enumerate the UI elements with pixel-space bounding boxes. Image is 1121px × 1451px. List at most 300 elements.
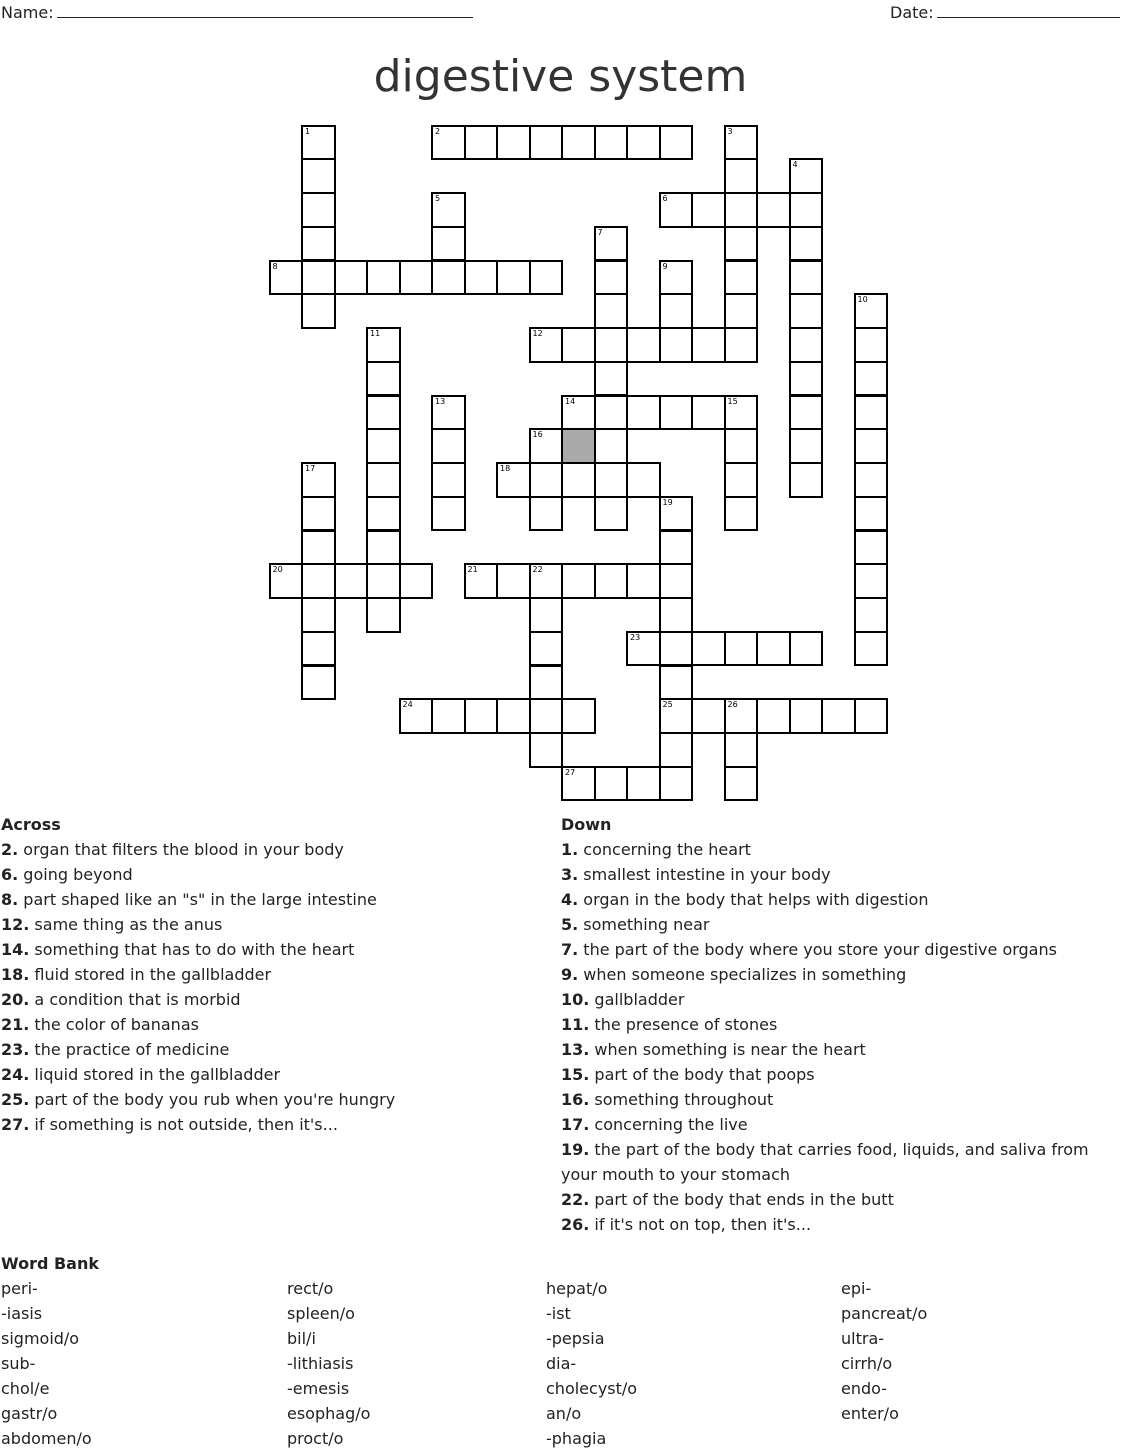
grid-cell[interactable] xyxy=(529,698,564,734)
clue-number: 16 xyxy=(532,430,543,440)
clue-item xyxy=(1,1087,541,1112)
grid-cell[interactable] xyxy=(301,158,336,194)
clue-item xyxy=(1,862,541,887)
word-bank-item: cirrh/o xyxy=(841,1354,893,1373)
grid-cell[interactable] xyxy=(431,226,466,262)
grid-cell[interactable] xyxy=(789,631,824,667)
grid-cell[interactable] xyxy=(659,766,694,802)
grid-cell[interactable] xyxy=(659,563,694,599)
clue-number: 11. xyxy=(561,1015,590,1034)
word-bank-item: endo- xyxy=(841,1379,887,1398)
grid-cell[interactable] xyxy=(691,631,726,667)
grid-cell[interactable] xyxy=(854,563,889,599)
clue-item xyxy=(561,912,1101,937)
word-bank-item: ultra- xyxy=(841,1329,885,1348)
grid-cell[interactable] xyxy=(594,496,629,532)
clue-item xyxy=(561,837,1101,862)
grid-cell[interactable] xyxy=(626,563,661,599)
clue-number: 22. xyxy=(561,1190,590,1209)
clue-item xyxy=(1,837,541,862)
grid-cell[interactable] xyxy=(529,597,564,633)
clue-item xyxy=(561,1112,1101,1137)
clue-item xyxy=(1,1062,541,1087)
grid-cell[interactable] xyxy=(659,125,694,161)
grid-cell[interactable] xyxy=(724,395,759,431)
grid-cell[interactable] xyxy=(789,226,824,262)
grid-cell[interactable] xyxy=(269,563,304,599)
clue-number: 26 xyxy=(727,700,738,710)
word-bank-item: rect/o xyxy=(287,1279,334,1298)
clue-item xyxy=(561,962,1101,987)
grid-cell[interactable] xyxy=(659,631,694,667)
down-clues xyxy=(561,812,1101,1237)
word-bank-item: cholecyst/o xyxy=(546,1379,638,1398)
grid-cell[interactable] xyxy=(659,597,694,633)
word-bank-item: esophag/o xyxy=(287,1404,371,1423)
grid-cell[interactable] xyxy=(724,732,759,768)
grid-cell[interactable] xyxy=(626,125,661,161)
grid-cell[interactable] xyxy=(301,665,336,701)
clue-text: the part of the body that carries food, liquids, and saliva from your mouth to your stomach xyxy=(561,1140,1089,1184)
clue-number: 8. xyxy=(1,890,19,909)
grid-cell[interactable] xyxy=(756,631,791,667)
clue-item xyxy=(1,887,541,912)
clue-number: 20 xyxy=(272,565,283,575)
grid-cell[interactable] xyxy=(366,563,401,599)
grid-cell[interactable] xyxy=(854,327,889,363)
clue-number: 23 xyxy=(630,632,641,642)
grid-cell[interactable] xyxy=(529,428,564,464)
word-bank-item: chol/e xyxy=(1,1379,50,1398)
grid-cell[interactable] xyxy=(301,226,336,262)
clue-number: 11 xyxy=(370,329,381,338)
clue-text: concerning the heart xyxy=(578,840,751,859)
grid-cell[interactable] xyxy=(724,293,759,329)
grid-cell[interactable] xyxy=(561,698,596,734)
grid-cell[interactable] xyxy=(366,327,401,363)
grid-cell[interactable] xyxy=(724,226,759,262)
grid-cell[interactable] xyxy=(529,631,564,667)
grid-cell[interactable] xyxy=(691,192,726,228)
grid-cell[interactable] xyxy=(594,428,629,464)
grid-cell[interactable] xyxy=(464,698,499,734)
grid-cell[interactable] xyxy=(594,766,629,802)
clue-item xyxy=(1,1037,541,1062)
word-bank-item: sigmoid/o xyxy=(1,1329,80,1348)
clue-number: 24 xyxy=(402,700,413,710)
clue-item xyxy=(561,1137,1101,1187)
clue-text: liquid stored in the gallbladder xyxy=(29,1065,281,1084)
grid-cell[interactable] xyxy=(399,563,434,599)
grid-cell[interactable] xyxy=(789,260,824,296)
clue-number: 25 xyxy=(662,700,673,710)
grid-cell[interactable] xyxy=(301,563,336,599)
clue-number: 2 xyxy=(435,126,441,136)
grid-cell[interactable] xyxy=(529,732,564,768)
grid-cell[interactable] xyxy=(594,125,629,161)
clue-item xyxy=(1,987,541,1012)
clue-number: 12 xyxy=(532,329,543,338)
grid-cell[interactable] xyxy=(529,462,564,498)
grid-cell[interactable] xyxy=(301,260,336,296)
grid-cell[interactable] xyxy=(301,530,336,566)
clue-number: 27 xyxy=(565,767,576,777)
grid-cell[interactable] xyxy=(659,732,694,768)
grid-cell[interactable] xyxy=(496,563,531,599)
grid-cell[interactable] xyxy=(301,462,336,498)
clue-number: 18 xyxy=(500,464,511,473)
word-bank-item: spleen/o xyxy=(287,1304,355,1323)
grid-cell[interactable] xyxy=(659,530,694,566)
across-heading: Across xyxy=(1,815,61,834)
grid-cell[interactable] xyxy=(529,496,564,532)
word-bank-item: enter/o xyxy=(841,1404,899,1423)
grid-cell[interactable] xyxy=(789,158,824,194)
clue-number: 6. xyxy=(1,865,19,884)
word-bank-column xyxy=(546,1276,637,1451)
grid-cell[interactable] xyxy=(464,125,499,161)
clue-text: fluid stored in the gallbladder xyxy=(29,965,272,984)
grid-cell[interactable] xyxy=(789,698,824,734)
grid-cell[interactable] xyxy=(529,260,564,296)
grid-cell[interactable] xyxy=(561,395,596,431)
grid-cell[interactable] xyxy=(496,698,531,734)
grid-cell[interactable] xyxy=(366,428,401,464)
grid-cell[interactable] xyxy=(561,462,596,498)
grid-cell[interactable] xyxy=(659,327,694,363)
grid-cell[interactable] xyxy=(789,327,824,363)
grid-cell[interactable] xyxy=(659,293,694,329)
grid-cell[interactable] xyxy=(789,462,824,498)
clue-number: 14 xyxy=(565,396,576,406)
grid-cell[interactable] xyxy=(594,462,629,498)
grid-cell[interactable] xyxy=(626,462,661,498)
grid-cell[interactable] xyxy=(366,395,401,431)
clue-number: 15 xyxy=(727,396,738,406)
grid-cell[interactable] xyxy=(529,563,564,599)
clue-number: 21 xyxy=(467,565,478,575)
grid-cell[interactable] xyxy=(724,125,759,161)
clue-number: 9 xyxy=(662,261,668,271)
grid-cell[interactable] xyxy=(789,361,824,397)
clue-text: when something is near the heart xyxy=(589,1040,866,1059)
grid-cell[interactable] xyxy=(561,766,596,802)
clue-number: 7 xyxy=(597,227,603,237)
page-title: digestive system xyxy=(373,51,748,102)
down-clue-list xyxy=(561,837,1101,1237)
grid-cell[interactable] xyxy=(464,563,499,599)
grid-cell[interactable] xyxy=(789,428,824,464)
word-bank-column xyxy=(1,1276,92,1451)
clue-number: 20. xyxy=(1,990,30,1009)
grid-cell[interactable] xyxy=(496,462,531,498)
grid-cell[interactable] xyxy=(529,327,564,363)
clue-number: 14. xyxy=(1,940,30,959)
word-bank xyxy=(1,1251,1111,1448)
grid-cell[interactable] xyxy=(594,563,629,599)
grid-cell[interactable] xyxy=(301,125,336,161)
clue-number: 22 xyxy=(532,565,543,575)
word-bank-item: epi- xyxy=(841,1279,872,1298)
clue-item xyxy=(561,937,1101,962)
grid-cell[interactable] xyxy=(724,158,759,194)
clue-number: 1. xyxy=(561,840,579,859)
clue-item xyxy=(561,1187,1101,1212)
clue-text: the part of the body where you store your digestive organs xyxy=(578,940,1057,959)
clue-number: 10. xyxy=(561,990,590,1009)
across-clue-list xyxy=(1,837,541,1137)
grid-cell[interactable] xyxy=(431,192,466,228)
clue-number: 15. xyxy=(561,1065,590,1084)
clue-number: 8 xyxy=(272,261,278,271)
grid-cell[interactable] xyxy=(626,631,661,667)
clue-text: something near xyxy=(578,915,710,934)
clue-text: part of the body that poops xyxy=(589,1065,815,1084)
clue-number: 19 xyxy=(662,497,673,507)
clue-number: 17 xyxy=(305,464,316,473)
grid-cell[interactable] xyxy=(691,327,726,363)
clue-number: 18. xyxy=(1,965,30,984)
word-bank-heading: Word Bank xyxy=(1,1254,100,1273)
clue-number: 9. xyxy=(561,965,579,984)
word-bank-item: bil/i xyxy=(287,1329,316,1348)
grid-cell[interactable] xyxy=(594,361,629,397)
grid-cell[interactable] xyxy=(724,698,759,734)
grid-cell[interactable] xyxy=(561,125,596,161)
grid-cell[interactable] xyxy=(691,395,726,431)
word-bank-item: peri- xyxy=(1,1279,38,1298)
grid-cell[interactable] xyxy=(366,361,401,397)
grid-cell[interactable] xyxy=(594,327,629,363)
clue-number: 6 xyxy=(662,194,668,203)
grid-cell[interactable] xyxy=(626,766,661,802)
grid-cell[interactable] xyxy=(724,260,759,296)
grid-cell[interactable] xyxy=(854,462,889,498)
grid-cell[interactable] xyxy=(724,327,759,363)
grid-cell[interactable] xyxy=(366,496,401,532)
grid-cell[interactable] xyxy=(659,260,694,296)
grid-cell[interactable] xyxy=(854,428,889,464)
grid-cell[interactable] xyxy=(659,496,694,532)
grid-cell[interactable] xyxy=(366,597,401,633)
grid-cell[interactable] xyxy=(464,260,499,296)
grid-cell[interactable] xyxy=(854,496,889,532)
grid-cell[interactable] xyxy=(724,462,759,498)
clue-number: 1 xyxy=(305,126,311,136)
grid-cell[interactable] xyxy=(561,327,596,363)
clue-text: a condition that is morbid xyxy=(29,990,241,1009)
word-bank-item: -phagia xyxy=(546,1429,607,1448)
clue-number: 2. xyxy=(1,840,19,859)
grid-cell[interactable] xyxy=(854,631,889,667)
clue-text: organ that filters the blood in your body xyxy=(18,840,344,859)
grid-cell[interactable] xyxy=(594,226,629,262)
grid-cell[interactable] xyxy=(594,293,629,329)
clue-item xyxy=(1,1112,541,1137)
word-bank-item: hepat/o xyxy=(546,1279,608,1298)
grid-cell[interactable] xyxy=(496,125,531,161)
grid-cell[interactable] xyxy=(269,260,304,296)
grid-cell[interactable] xyxy=(301,631,336,667)
clue-item xyxy=(561,1037,1101,1062)
name-label: Name: xyxy=(1,3,54,22)
grid-cell[interactable] xyxy=(529,125,564,161)
clue-text: part shaped like an "s" in the large intestine xyxy=(18,890,377,909)
clue-text: part of the body you rub when you're hungry xyxy=(29,1090,396,1109)
clue-item xyxy=(561,1062,1101,1087)
clue-number: 24. xyxy=(1,1065,30,1084)
clue-number: 26. xyxy=(561,1215,590,1234)
clue-item xyxy=(561,1212,1101,1237)
grid-cell[interactable] xyxy=(431,496,466,532)
grid-cell[interactable] xyxy=(724,192,759,228)
clue-text: something throughout xyxy=(589,1090,774,1109)
clue-item xyxy=(561,1012,1101,1037)
down-heading: Down xyxy=(561,815,612,834)
clue-number: 4 xyxy=(792,160,798,170)
grid-cell[interactable] xyxy=(334,563,369,599)
word-bank-item: abdomen/o xyxy=(1,1429,92,1448)
clue-text: something that has to do with the heart xyxy=(29,940,355,959)
grid-cell[interactable] xyxy=(691,698,726,734)
word-bank-item: -ist xyxy=(546,1304,571,1323)
clue-text: same thing as the anus xyxy=(29,915,223,934)
grid-cell[interactable] xyxy=(724,496,759,532)
grid-cell[interactable] xyxy=(854,530,889,566)
grid-cell[interactable] xyxy=(626,395,661,431)
grid-cell[interactable] xyxy=(399,698,434,734)
clue-number: 16. xyxy=(561,1090,590,1109)
clue-text: if something is not outside, then it's... xyxy=(29,1115,338,1134)
grid-cell[interactable] xyxy=(431,428,466,464)
word-bank-item: sub- xyxy=(1,1354,36,1373)
grid-cell[interactable] xyxy=(301,597,336,633)
clue-number: 13. xyxy=(561,1040,590,1059)
grid-cell[interactable] xyxy=(431,260,466,296)
grid-cell[interactable] xyxy=(626,327,661,363)
grid-cell[interactable] xyxy=(431,125,466,161)
clue-item xyxy=(1,912,541,937)
grid-cell[interactable] xyxy=(659,665,694,701)
grid-cell[interactable] xyxy=(301,293,336,329)
grid-cell[interactable] xyxy=(659,698,694,734)
shaded-cell xyxy=(561,428,596,464)
grid-cell[interactable] xyxy=(366,462,401,498)
word-bank-item: dia- xyxy=(546,1354,577,1373)
grid-cell[interactable] xyxy=(854,597,889,633)
clue-text: the practice of medicine xyxy=(29,1040,230,1059)
grid-cell[interactable] xyxy=(366,530,401,566)
word-bank-item: gastr/o xyxy=(1,1404,58,1423)
grid-cell[interactable] xyxy=(659,192,694,228)
clue-text: gallbladder xyxy=(589,990,685,1009)
word-bank-item: an/o xyxy=(546,1404,582,1423)
word-bank-column xyxy=(841,1276,927,1426)
grid-cell[interactable] xyxy=(756,192,791,228)
clue-number: 27. xyxy=(1,1115,30,1134)
clue-text: going beyond xyxy=(18,865,133,884)
grid-cell[interactable] xyxy=(366,260,401,296)
clue-number: 3 xyxy=(727,126,733,136)
grid-cell[interactable] xyxy=(854,293,889,329)
clue-text: part of the body that ends in the butt xyxy=(589,1190,894,1209)
grid-cell[interactable] xyxy=(334,260,369,296)
date-label: Date: xyxy=(890,3,934,22)
clue-text: the presence of stones xyxy=(589,1015,778,1034)
grid-cell[interactable] xyxy=(301,496,336,532)
clue-number: 25. xyxy=(1,1090,30,1109)
grid-cell[interactable] xyxy=(724,428,759,464)
clue-item xyxy=(561,1087,1101,1112)
grid-cell[interactable] xyxy=(594,260,629,296)
grid-cell[interactable] xyxy=(594,395,629,431)
grid-cell[interactable] xyxy=(431,698,466,734)
grid-cell[interactable] xyxy=(756,698,791,734)
clue-text: when someone specializes in something xyxy=(578,965,907,984)
grid-cell[interactable] xyxy=(789,192,824,228)
clue-text: organ in the body that helps with digestion xyxy=(578,890,929,909)
grid-cell[interactable] xyxy=(724,766,759,802)
clue-number: 4. xyxy=(561,890,579,909)
grid-cell[interactable] xyxy=(431,395,466,431)
clue-number: 5. xyxy=(561,915,579,934)
grid-cell[interactable] xyxy=(821,698,856,734)
clue-item xyxy=(561,887,1101,912)
clue-number: 19. xyxy=(561,1140,590,1159)
clue-number: 12. xyxy=(1,915,30,934)
clue-item xyxy=(561,987,1101,1012)
clue-number: 23. xyxy=(1,1040,30,1059)
grid-cell[interactable] xyxy=(854,361,889,397)
clue-item xyxy=(1,937,541,962)
word-bank-item: -pepsia xyxy=(546,1329,605,1348)
grid-cell[interactable] xyxy=(561,563,596,599)
grid-cell[interactable] xyxy=(854,395,889,431)
grid-cell[interactable] xyxy=(529,665,564,701)
clue-number: 5 xyxy=(435,194,441,203)
across-clues xyxy=(1,812,541,1137)
grid-cell[interactable] xyxy=(399,260,434,296)
grid-cell[interactable] xyxy=(496,260,531,296)
clue-text: the color of bananas xyxy=(29,1015,199,1034)
word-bank-item: proct/o xyxy=(287,1429,344,1448)
grid-cell[interactable] xyxy=(724,631,759,667)
word-bank-item: pancreat/o xyxy=(841,1304,928,1323)
grid-cell[interactable] xyxy=(659,395,694,431)
clue-number: 17. xyxy=(561,1115,590,1134)
grid-cell[interactable] xyxy=(301,192,336,228)
word-bank-item: -iasis xyxy=(1,1304,43,1323)
grid-cell[interactable] xyxy=(854,698,889,734)
clue-item xyxy=(1,962,541,987)
word-bank-item: -lithiasis xyxy=(287,1354,354,1373)
clue-number: 13 xyxy=(435,396,446,406)
clue-item xyxy=(1,1012,541,1037)
clue-text: smallest intestine in your body xyxy=(578,865,831,884)
clue-text: concerning the live xyxy=(589,1115,748,1134)
clue-number: 21. xyxy=(1,1015,30,1034)
clue-text: if it's not on top, then it's... xyxy=(589,1215,812,1234)
clue-number: 3. xyxy=(561,865,579,884)
word-bank-item: -emesis xyxy=(287,1379,350,1398)
grid-cell[interactable] xyxy=(789,293,824,329)
clue-item xyxy=(561,862,1101,887)
word-bank-column xyxy=(287,1276,370,1451)
grid-cell[interactable] xyxy=(789,395,824,431)
clue-number: 10 xyxy=(857,295,868,305)
grid-cell[interactable] xyxy=(431,462,466,498)
clue-number: 7. xyxy=(561,940,579,959)
